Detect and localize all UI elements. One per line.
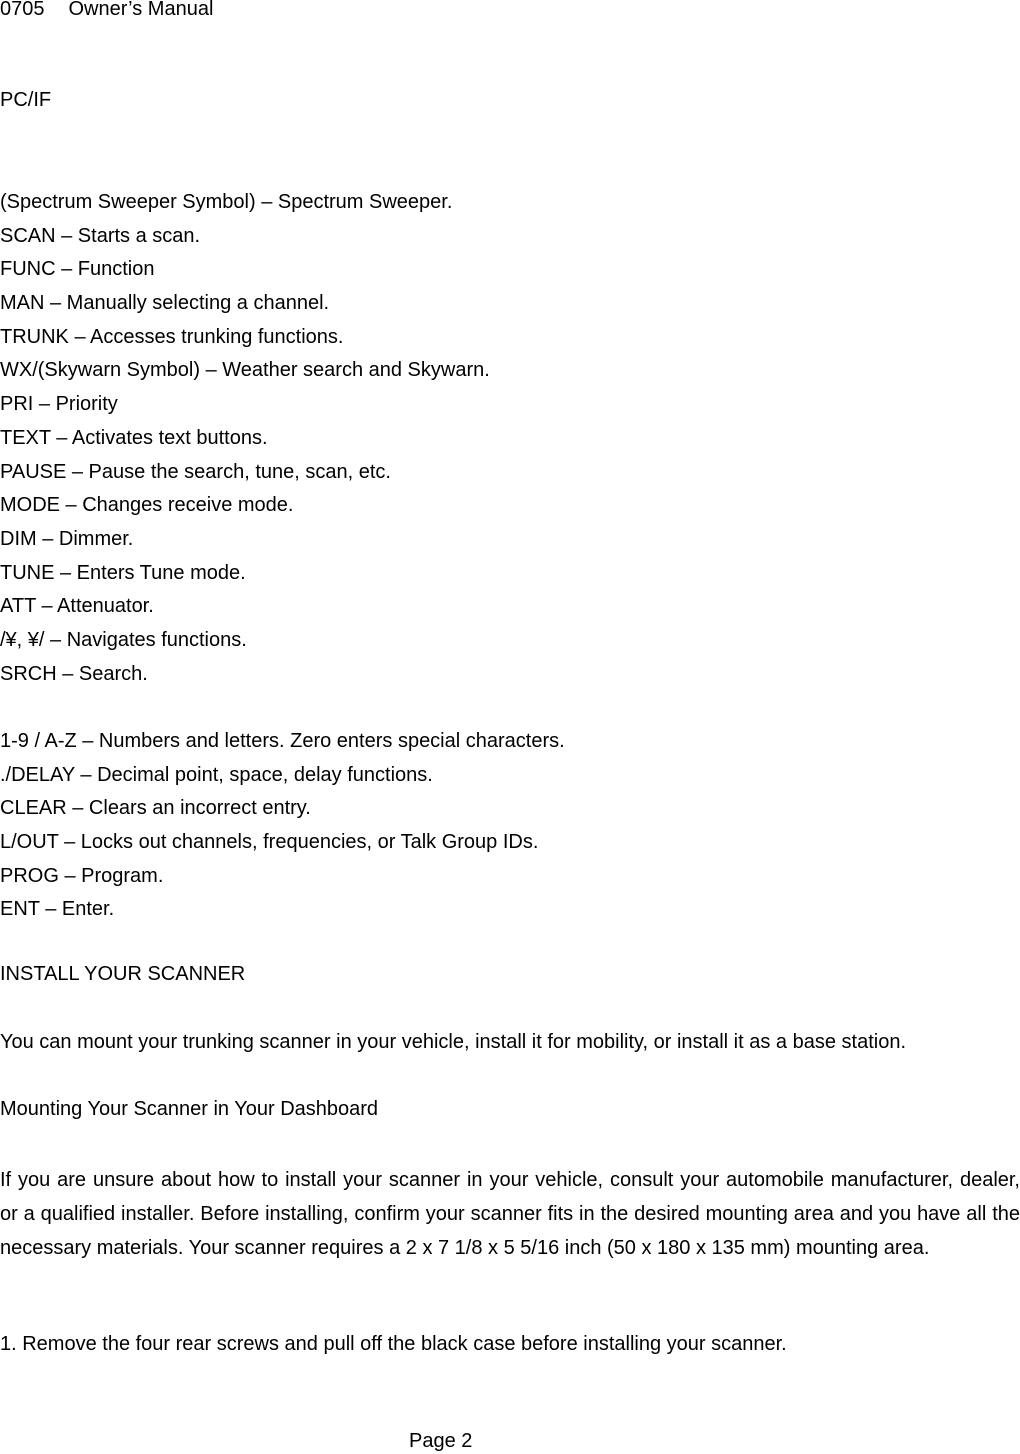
section-label: PC/IF — [0, 89, 52, 111]
list-item: MODE – Changes receive mode. — [0, 494, 294, 517]
list-item: TRUNK – Accesses trunking functions. — [0, 325, 344, 348]
list-item: ATT – Attenuator. — [0, 595, 154, 618]
list-item: /¥, ¥/ – Navigates functions. — [0, 628, 247, 651]
list-item: ./DELAY – Decimal point, space, delay functions. — [0, 763, 433, 786]
mounting-subheading: Mounting Your Scanner in Your Dashboard — [0, 1098, 379, 1120]
list-item: ENT – Enter. — [0, 898, 115, 921]
page-number: Page 2 — [409, 1430, 473, 1452]
install-intro-paragraph: You can mount your trunking scanner in your vehicle, install it for mobility, or install it as a base station. — [0, 1031, 907, 1053]
install-step-1: 1. Remove the four rear screws and pull off the black case before installing your scanner. — [0, 1333, 787, 1355]
list-item: TUNE – Enters Tune mode. — [0, 561, 246, 584]
list-item: (Spectrum Sweeper Symbol) – Spectrum Sweeper. — [0, 191, 453, 213]
list-item: CLEAR – Clears an incorrect entry. — [0, 797, 311, 820]
install-heading: INSTALL YOUR SCANNER — [0, 963, 246, 985]
list-item: L/OUT – Locks out channels, frequencies, or Talk Group IDs. — [0, 831, 539, 854]
list-item: SCAN – Starts a scan. — [0, 224, 201, 247]
list-item: SRCH – Search. — [0, 662, 148, 685]
key-list-entry-keys — [0, 729, 565, 931]
list-item: FUNC – Function — [0, 258, 155, 281]
list-item: PROG – Program. — [0, 864, 164, 887]
list-item: WX/(Skywarn Symbol) – Weather search and Skywarn. — [0, 359, 490, 382]
list-item: MAN – Manually selecting a channel. — [0, 292, 330, 315]
document-id: 0705 — [0, 0, 45, 20]
list-item: 1-9 / A-Z – Numbers and letters. Zero enters special characters. — [0, 730, 565, 752]
list-item: DIM – Dimmer. — [0, 527, 134, 550]
list-item: TEXT – Activates text buttons. — [0, 426, 268, 449]
document-title: Owner’s Manual — [68, 0, 214, 20]
list-item: PRI – Priority — [0, 393, 118, 416]
mounting-body-paragraph: If you are unsure about how to install your scanner in your vehicle, consult your automobile manufacturer, dealer, or a qualified installer. Before installing, confirm your scanner fits in the desired mounting area and you have all the necessary materials. Your scanner requires a 2 x 7 1/8 x 5 5/16 inch (50 x 180 x 135 mm) mounting area. — [0, 1169, 1020, 1259]
page-header — [0, 0, 213, 21]
key-list-function-keys — [0, 190, 490, 695]
list-item: PAUSE – Pause the search, tune, scan, etc. — [0, 460, 391, 483]
